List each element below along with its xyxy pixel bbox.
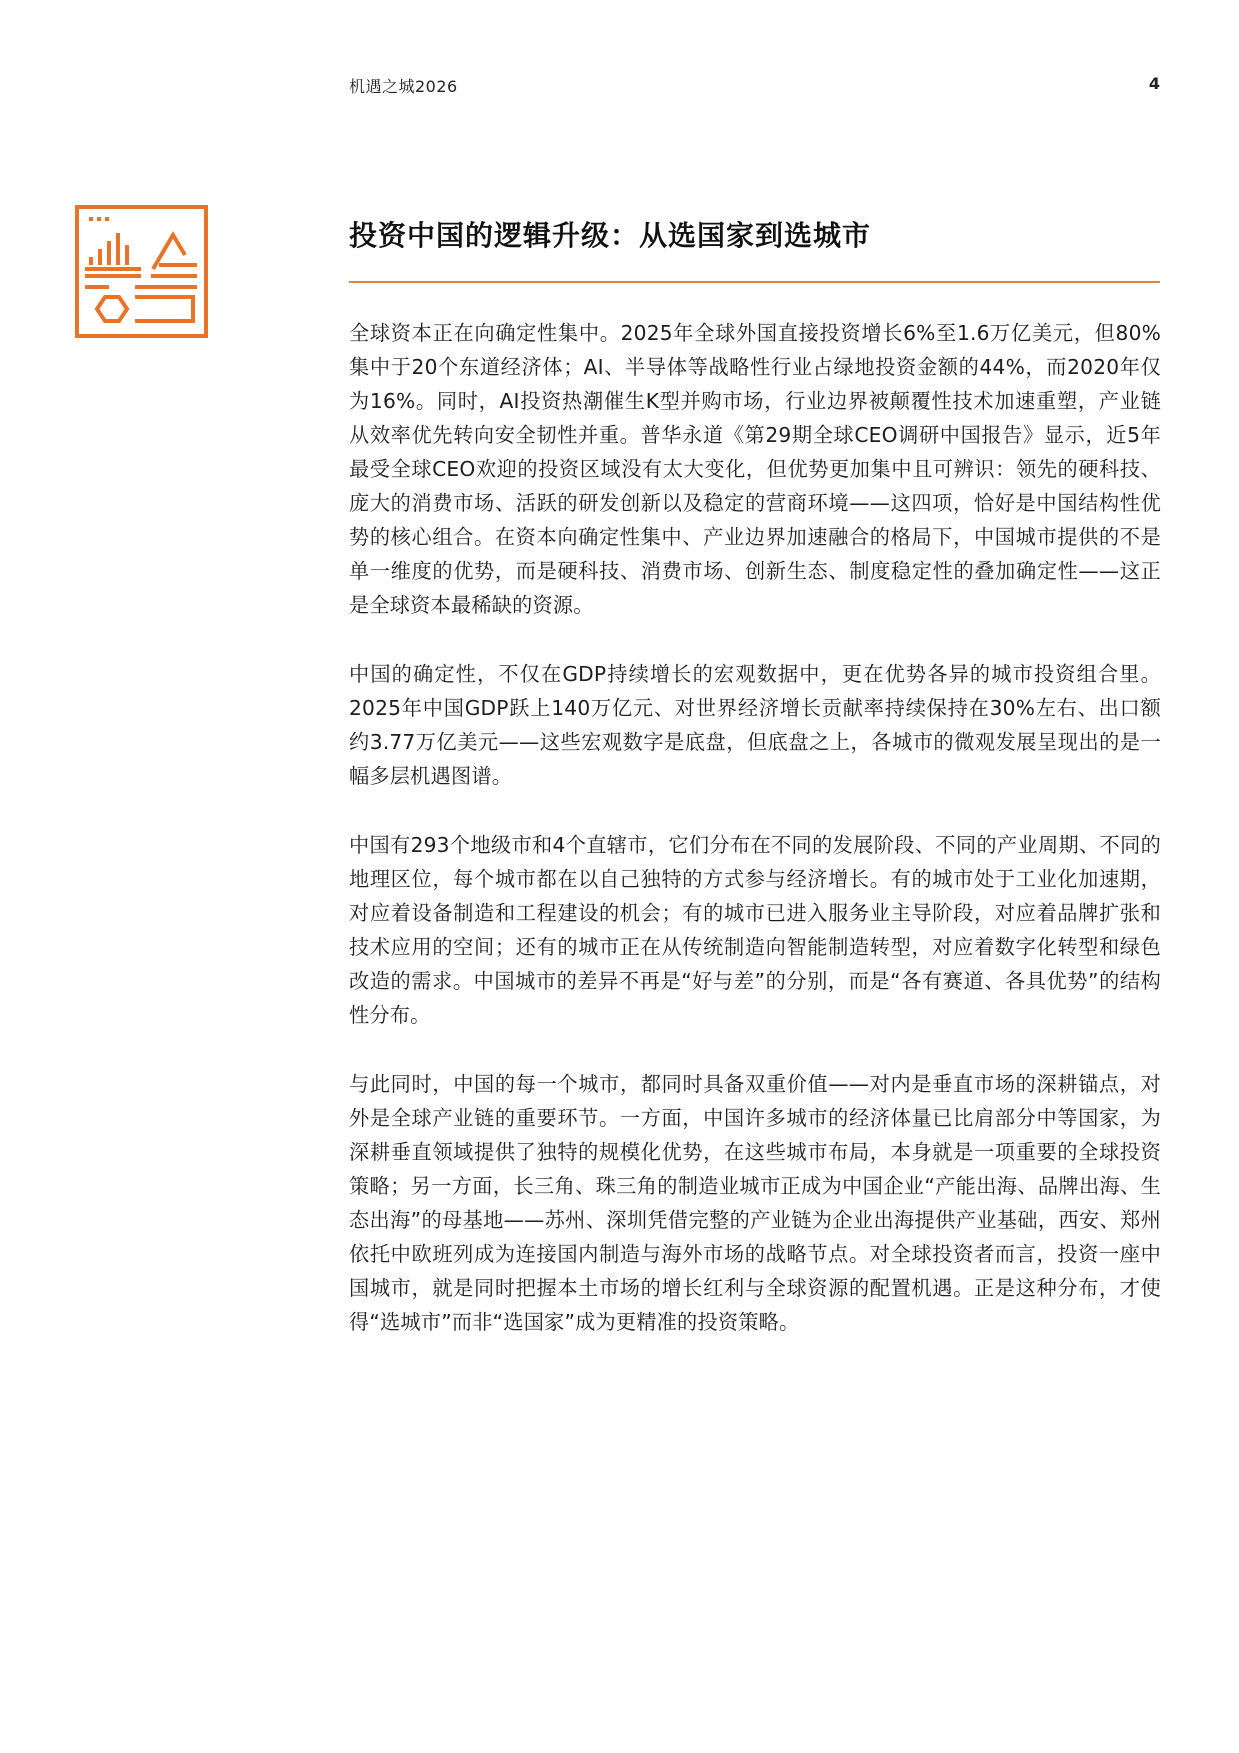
paragraph-1: 全球资本正在向确定性集中。2025年全球外国直接投资增长6%至1.6万亿美元，但80%集中于20个东道经济体；AI、半导体等战略性行业占绿地投资金额的44%，而2020年仅为16%。同时，AI投资热潮催生K型并购市场，行业边界被颠覆性技术加速重塑，产业链从效率优先转向安全韧性并重。普华永道《第29期全球CEO调研中国报告》显示，近5年最受全球CEO欢迎的投资区域没有太大变化，但优势更加集中且可辨识：领先的硬科技、庞大的消费市场、活跃的研发创新以及稳定的营商环境——这四项，恰好是中国结构性优势的核心组合。在资本向确定性集中、产业边界加速融合的格局下，中国城市提供的不是单一维度的优势，而是硬科技、消费市场、创新生态、制度稳定性的叠加确定性——这正是全球资本最稀缺的资源。	[349, 321, 1161, 617]
running-header-title: 机遇之城2026	[349, 77, 458, 96]
title-divider	[349, 281, 1160, 283]
article-body	[349, 316, 1161, 1374]
city-chart-logo-icon	[75, 205, 208, 338]
paragraph-4: 与此同时，中国的每一个城市，都同时具备双重价值——对内是垂直市场的深耕锚点，对外是全球产业链的重要环节。一方面，中国许多城市的经济体量已比肩部分中等国家，为深耕垂直领域提供了独特的规模化优势，在这些城市布局，本身就是一项重要的全球投资策略；另一方面，长三角、珠三角的制造业城市正成为中国企业“产能出海、品牌出海、生态出海”的母基地——苏州、深圳凭借完整的产业链为企业出海提供产业基础，西安、郑州依托中欧班列成为连接国内制造与海外市场的战略节点。对全球投资者而言，投资一座中国城市，就是同时把握本土市场的增长红利与全球资源的配置机遇。正是这种分布，才使得“选城市”而非“选国家”成为更精准的投资策略。	[349, 1072, 1161, 1334]
page-number: 4	[1148, 74, 1160, 93]
paragraph-2: 中国的确定性，不仅在GDP持续增长的宏观数据中，更在优势各异的城市投资组合里。2025年中国GDP跃上140万亿元、对世界经济增长贡献率持续保持在30%左右、出口额约3.77万亿美元——这些宏观数字是底盘，但底盘之上，各城市的微观发展呈现出的是一幅多层机遇图谱。	[349, 662, 1161, 788]
section-title: 投资中国的逻辑升级：从选国家到选城市	[349, 219, 872, 252]
paragraph-3: 中国有293个地级市和4个直辖市，它们分布在不同的发展阶段、不同的产业周期、不同的地理区位，每个城市都在以自己独特的方式参与经济增长。有的城市处于工业化加速期，对应着设备制造和工程建设的机会；有的城市已进入服务业主导阶段，对应着品牌扩张和技术应用的空间；还有的城市正在从传统制造向智能制造转型，对应着数字化转型和绿色改造的需求。中国城市的差异不再是“好与差”的分别，而是“各有赛道、各具优势”的结构性分布。	[349, 833, 1161, 1027]
